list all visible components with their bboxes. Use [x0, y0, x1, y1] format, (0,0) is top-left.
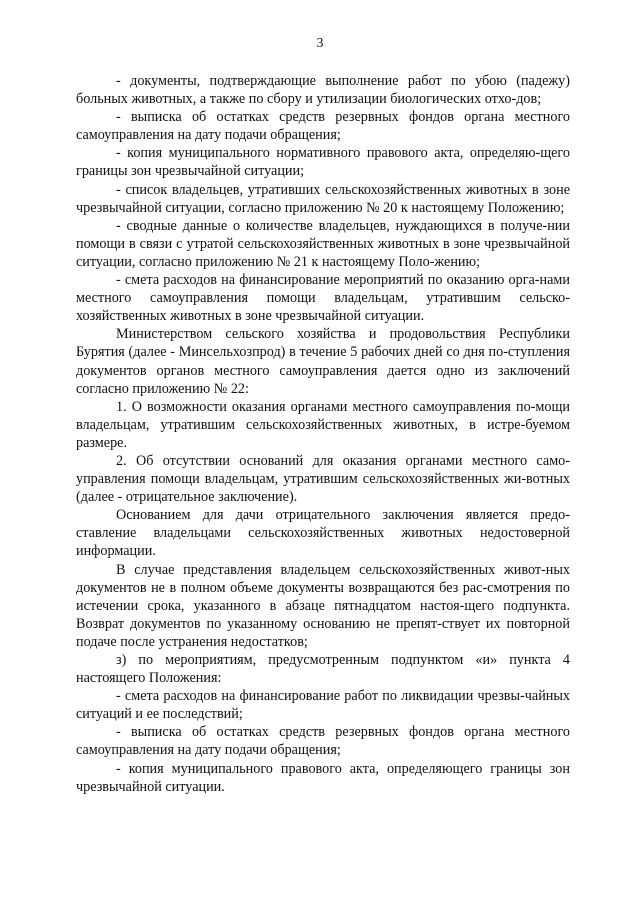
paragraph-3: - копия муниципального нормативного правового акта, определяю-щего границы зон чрезвычайной ситуации; — [76, 145, 570, 180]
paragraph-10: Основанием для дачи отрицательного заключения является предо-ставление владельцами сельскохозяйственных животных недостоверной информации. — [76, 507, 570, 560]
paragraph-9: 2. Об отсутствии оснований для оказания органами местного само-управления помощи владельцам, утратившим сельскохозяйственных жи-вотных (далее - отрицательное заключение). — [76, 452, 570, 506]
paragraph-7: Министерством сельского хозяйства и продовольствия Республики Бурятия (далее - Минсельхозпрод) в течение 5 рабочих дней со дня по-ступления документов органов местного самоуправления дается одно из заключений согласно приложению № 22: — [76, 326, 570, 397]
paragraph-12: з) по мероприятиям, предусмотренным подпунктом «и» пункта 4 настоящего Положения: — [76, 652, 570, 687]
paragraph-4: - список владельцев, утративших сельскохозяйственных животных в зоне чрезвычайной ситуации, согласно приложению № 20 к настоящему Положению; — [76, 181, 570, 216]
paragraph-2: - выписка об остатках средств резервных фондов органа местного самоуправления на дату подачи обращения; — [76, 109, 570, 144]
paragraph-11: В случае представления владельцем сельскохозяйственных живот-ных документов не в полном объеме документы возвращаются без рас-смотрения по истечении срока, указанного в абзаце пятнадцатом настоя-щего подпункта. Возврат документов по указанному основанию не препят-ствует их повторной подаче после устранения недостатков; — [76, 561, 570, 650]
paragraph-1: - документы, подтверждающие выполнение работ по убою (падежу) больных животных, а также по сбору и утилизации биологических отхо-дов; — [76, 73, 570, 108]
document-body — [76, 72, 570, 796]
paragraph-15: - копия муниципального правового акта, определяющего границы зон чрезвычайной ситуации. — [76, 760, 570, 795]
paragraph-6: - смета расходов на финансирование мероприятий по оказанию орга-нами местного самоуправления помощи владельцам, утратившим сельско-хозяйственных животных в зоне чрезвычайной ситуации. — [76, 272, 570, 325]
paragraph-5: - сводные данные о количестве владельцев, нуждающихся в получе-нии помощи в связи с утратой сельскохозяйственных животных в зоне чрезвычайной ситуации, согласно приложению № 21 к настоящему Поло-жению; — [76, 217, 570, 270]
paragraph-14: - выписка об остатках средств резервных фондов органа местного самоуправления на дату подачи обращения; — [76, 724, 570, 759]
paragraph-8: 1. О возможности оказания органами местного самоуправления по-мощи владельцам, утратившим сельскохозяйственных животных, в истре-буемом размере. — [76, 398, 570, 451]
page-number: 3 — [316, 36, 324, 51]
paragraph-13: - смета расходов на финансирование работ по ликвидации чрезвы-чайных ситуаций и ее последствий; — [76, 688, 570, 723]
